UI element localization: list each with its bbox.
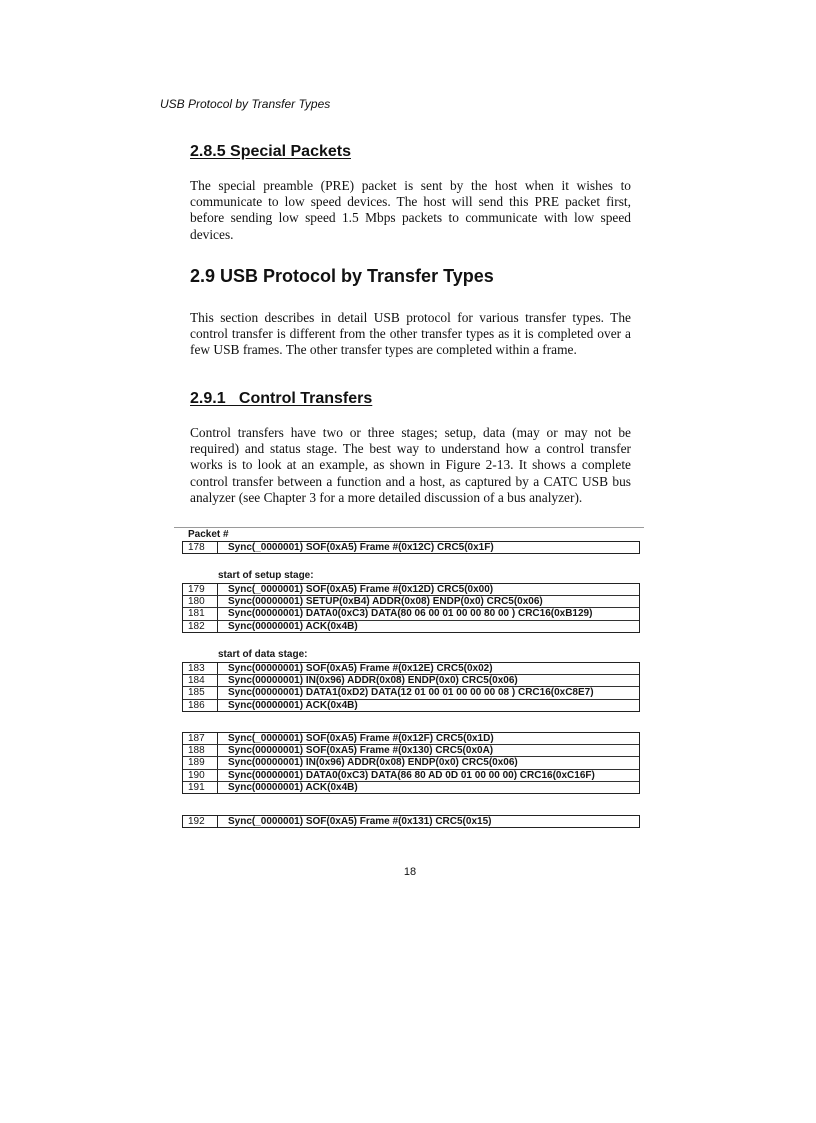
section-heading-transfer-types: 2.9 USB Protocol by Transfer Types xyxy=(190,266,494,286)
page-number: 18 xyxy=(403,866,417,878)
packet-description: Sync(_0000001) SOF(0xA5) Frame #(0x12F) CRC5(0x1D) xyxy=(228,733,494,744)
trace-row xyxy=(183,607,639,619)
packet-number: 191 xyxy=(183,782,218,793)
packet-number: 178 xyxy=(183,542,218,553)
trace-row xyxy=(183,699,639,711)
packet-description: Sync(00000001) DATA1(0xD2) DATA(12 01 00 01 00 00 00 08 ) CRC16(0xC8E7) xyxy=(228,687,594,699)
trace-row xyxy=(183,584,639,595)
packet-description: Sync(_0000001) SOF(0xA5) Frame #(0x12D) CRC5(0x00) xyxy=(228,584,494,595)
figure-top-rule xyxy=(174,527,644,528)
transfer-types-paragraph: This section describes in detail USB protocol for various transfer types. The control transfer is different from the other transfer types as it is completed over a few USB frames. The other transfer types are completed within a frame. xyxy=(190,310,631,358)
trace-group xyxy=(182,583,640,633)
packet-description: Sync(00000001) SOF(0xA5) Frame #(0x12E) CRC5(0x02) xyxy=(228,663,493,674)
packet-description: Sync(00000001) IN(0x96) ADDR(0x08) ENDP(0x0) CRC5(0x06) xyxy=(228,757,518,769)
packet-description: Sync(_0000001) SOF(0xA5) Frame #(0x12C) CRC5(0x1F) xyxy=(228,542,494,553)
packet-description: Sync(00000001) IN(0x96) ADDR(0x08) ENDP(0x0) CRC5(0x06) xyxy=(228,675,518,687)
setup-stage-label: start of setup stage: xyxy=(218,570,314,581)
packet-number: 186 xyxy=(183,700,218,711)
trace-group xyxy=(182,541,640,554)
running-header: USB Protocol by Transfer Types xyxy=(160,97,331,111)
packet-number: 185 xyxy=(183,687,218,698)
section-heading-control-transfers: 2.9.1 Control Transfers xyxy=(190,390,373,407)
packet-number: 190 xyxy=(183,770,218,781)
control-transfers-paragraph: Control transfers have two or three stages; setup, data (may or may not be required) and status stage. The best way to understand how a control transfer works is to look at an example, as shown in Figure 2-13. It shows a complete control transfer between a function and a host, as captured by a CATC USB bus analyzer (see Chapter 3 for a more detailed discussion of a bus analyzer). xyxy=(190,425,631,505)
packet-number: 188 xyxy=(183,745,218,756)
packet-number: 180 xyxy=(183,596,218,607)
packet-description: Sync(00000001) DATA0(0xC3) DATA(80 06 00 01 00 00 80 00 ) CRC16(0xB129) xyxy=(228,608,593,620)
trace-group xyxy=(182,815,640,828)
packet-number: 181 xyxy=(183,608,218,619)
packet-number: 183 xyxy=(183,663,218,674)
data-stage-label: start of data stage: xyxy=(218,649,308,660)
packet-description: Sync(00000001) ACK(0x4B) xyxy=(228,699,358,711)
section-heading-special-packets: 2.8.5 Special Packets xyxy=(190,143,351,160)
trace-row xyxy=(183,595,639,607)
packet-number: 182 xyxy=(183,621,218,632)
packet-number: 192 xyxy=(183,816,218,827)
trace-row xyxy=(183,620,639,632)
trace-row xyxy=(183,781,639,793)
packet-number: 184 xyxy=(183,675,218,686)
trace-row xyxy=(183,744,639,756)
packet-description: Sync(_0000001) SOF(0xA5) Frame #(0x131) CRC5(0x15) xyxy=(228,816,492,827)
packet-number: 187 xyxy=(183,733,218,744)
packet-number: 189 xyxy=(183,757,218,768)
packet-description: Sync(00000001) SETUP(0xB4) ADDR(0x08) ENDP(0x0) CRC5(0x06) xyxy=(228,596,543,608)
packet-description: Sync(00000001) SOF(0xA5) Frame #(0x130) CRC5(0x0A) xyxy=(228,745,494,757)
trace-row xyxy=(183,769,639,781)
packet-description: Sync(00000001) ACK(0x4B) xyxy=(228,781,358,793)
trace-row xyxy=(183,663,639,674)
trace-row xyxy=(183,816,639,827)
packet-description: Sync(00000001) DATA0(0xC3) DATA(86 80 AD 0D 01 00 00 00) CRC16(0xC16F) xyxy=(228,769,595,781)
trace-group xyxy=(182,662,640,712)
trace-row xyxy=(183,542,639,553)
trace-row xyxy=(183,674,639,686)
packet-description: Sync(00000001) ACK(0x4B) xyxy=(228,620,358,632)
trace-row xyxy=(183,733,639,744)
trace-row xyxy=(183,686,639,698)
packet-number-label: Packet # xyxy=(188,529,229,540)
special-packets-paragraph: The special preamble (PRE) packet is sent by the host when it wishes to communicate to low speed devices. The host will send this PRE packet first, before sending low speed 1.5 Mbps packets to communicate with low speed devices. xyxy=(190,178,631,242)
trace-group xyxy=(182,732,640,794)
packet-number: 179 xyxy=(183,584,218,595)
trace-row xyxy=(183,756,639,768)
